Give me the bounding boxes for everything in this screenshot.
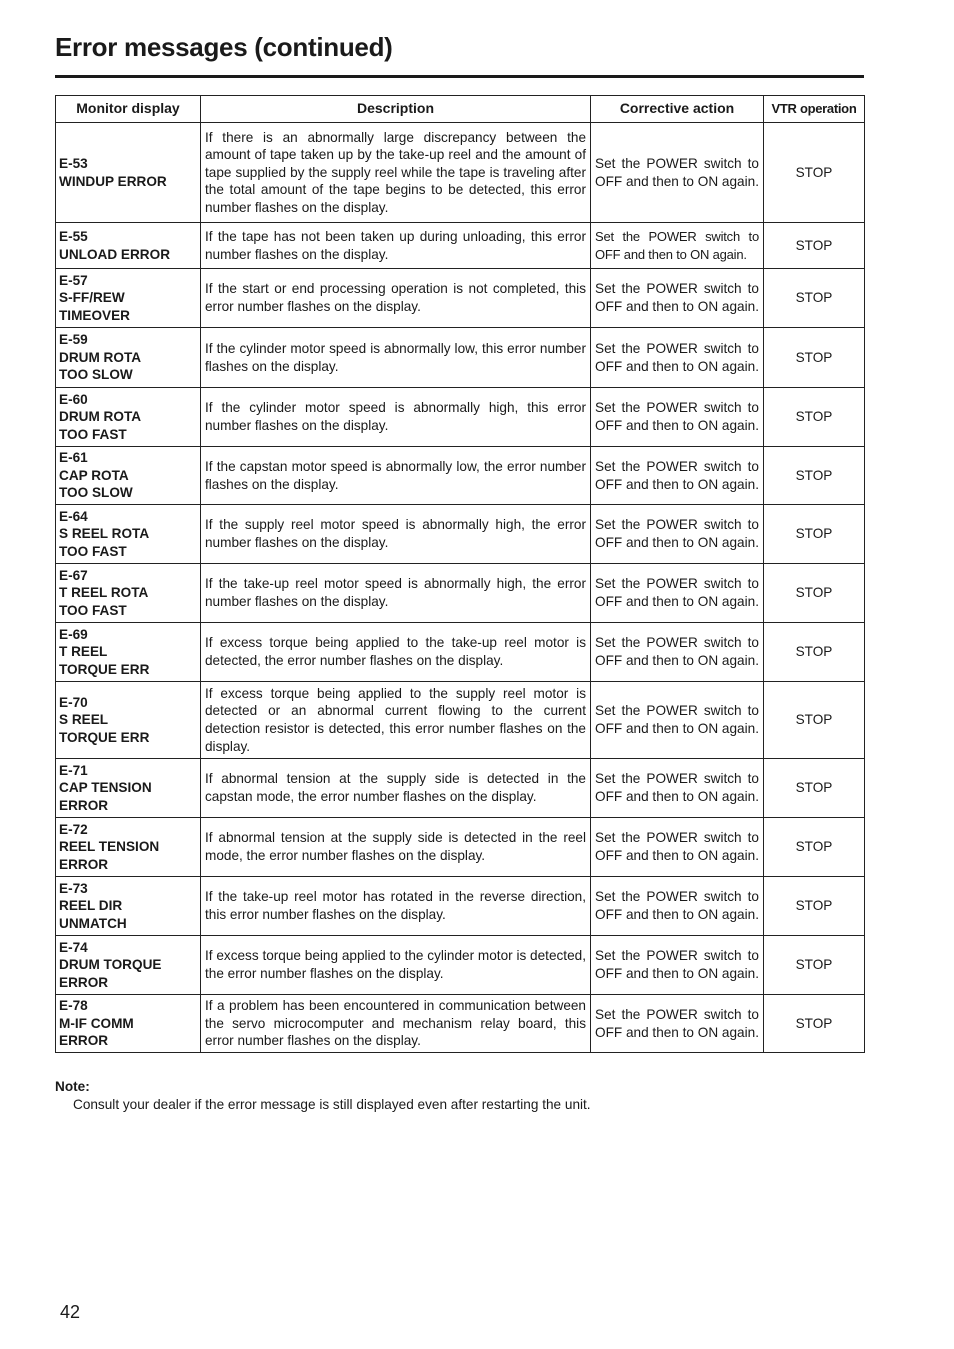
error-name: ERROR <box>59 974 109 990</box>
table-row <box>56 564 865 623</box>
table-row <box>56 936 865 995</box>
vtr-operation-cell: STOP <box>764 564 865 623</box>
vtr-operation-cell: STOP <box>764 877 865 936</box>
error-code: E-60 <box>59 391 88 407</box>
corrective-action-cell: Set the POWER switch to OFF and then to ON again. <box>591 936 764 995</box>
corrective-action-cell: Set the POWER switch to OFF and then to ON again. <box>591 759 764 818</box>
error-name: TORQUE ERR <box>59 661 150 677</box>
header-description: Description <box>201 96 591 123</box>
error-name: TOO SLOW <box>59 367 133 383</box>
error-name: ERROR <box>59 856 109 872</box>
monitor-display-cell <box>56 564 201 623</box>
table-row <box>56 759 865 818</box>
error-name: REEL DIR <box>59 898 123 914</box>
vtr-operation-cell: STOP <box>764 623 865 682</box>
error-code: E-64 <box>59 508 88 524</box>
vtr-operation-cell: STOP <box>764 818 865 877</box>
title-rule <box>55 75 864 78</box>
monitor-display-cell <box>56 388 201 447</box>
error-code: E-53 <box>59 155 88 171</box>
page-title: Error messages (continued) <box>55 32 393 62</box>
monitor-display-cell <box>56 936 201 995</box>
error-name: TOO FAST <box>59 426 127 442</box>
error-name: ERROR <box>59 797 109 813</box>
corrective-action-cell: Set the POWER switch to OFF and then to ON again. <box>591 623 764 682</box>
error-code: E-74 <box>59 939 88 955</box>
description-cell: If the tape has not been taken up during unloading, this error number flashes on the display. <box>201 223 591 269</box>
vtr-operation-cell: STOP <box>764 995 865 1053</box>
monitor-display-cell <box>56 818 201 877</box>
error-name: ERROR <box>59 1033 109 1049</box>
error-name: CAP TENSION <box>59 780 152 796</box>
table-row <box>56 505 865 564</box>
table-header-row <box>56 96 865 123</box>
vtr-operation-cell: STOP <box>764 388 865 447</box>
table-row <box>56 269 865 328</box>
error-code: E-69 <box>59 626 88 642</box>
page-number: 42 <box>60 1302 81 1322</box>
corrective-action-cell: Set the POWER switch to OFF and then to ON again. <box>591 328 764 388</box>
error-name: S-FF/REW <box>59 290 125 306</box>
description-cell: If the start or end processing operation is not completed, this error number flashes on the display. <box>201 269 591 328</box>
table-row <box>56 447 865 505</box>
error-name: TIMEOVER <box>59 307 130 323</box>
description-cell: If the cylinder motor speed is abnormally high, this error number flashes on the display. <box>201 388 591 447</box>
vtr-operation-cell: STOP <box>764 328 865 388</box>
table-row <box>56 623 865 682</box>
corrective-action-cell: Set the POWER switch to OFF and then to ON again. <box>591 818 764 877</box>
table-row <box>56 995 865 1053</box>
header-corrective-action: Corrective action <box>591 96 764 123</box>
monitor-display-cell <box>56 269 201 328</box>
error-name: WINDUP ERROR <box>59 173 167 189</box>
table-row <box>56 328 865 388</box>
table-row <box>56 388 865 447</box>
corrective-action-cell: Set the POWER switch to OFF and then to ON again. <box>591 223 764 269</box>
vtr-operation-cell: STOP <box>764 123 865 223</box>
note-text: Consult your dealer if the error message is still displayed even after restarting the unit. <box>73 1097 591 1112</box>
error-name: T REEL ROTA <box>59 585 149 601</box>
corrective-action-cell: Set the POWER switch to OFF and then to ON again. <box>591 388 764 447</box>
monitor-display-cell <box>56 447 201 505</box>
table-row <box>56 818 865 877</box>
note-label: Note: <box>55 1079 90 1094</box>
error-name: TOO FAST <box>59 543 127 559</box>
description-cell: If a problem has been encountered in communication between the servo microcomputer and mechanism relay board, this error number flashes on the display. <box>201 995 591 1053</box>
error-name: S REEL ROTA <box>59 526 150 542</box>
error-code: E-71 <box>59 762 88 778</box>
monitor-display-cell <box>56 877 201 936</box>
error-code: E-73 <box>59 880 88 896</box>
error-messages-table <box>55 95 865 1053</box>
description-cell: If there is an abnormally large discrepancy between the amount of tape taken up by the take-up reel and the amount of tape supplied by the supply reel while the tape is traveling after the total amount of the tape begins to be detected, this error number flashes on the display. <box>201 123 591 223</box>
table-row <box>56 682 865 759</box>
corrective-action-cell: Set the POWER switch to OFF and then to ON again. <box>591 877 764 936</box>
header-vtr-operation: VTR operation <box>764 96 865 123</box>
corrective-action-cell: Set the POWER switch to OFF and then to ON again. <box>591 682 764 759</box>
vtr-operation-cell: STOP <box>764 505 865 564</box>
error-name: DRUM ROTA <box>59 409 142 425</box>
description-cell: If the take-up reel motor speed is abnormally high, the error number flashes on the display. <box>201 564 591 623</box>
corrective-action-cell: Set the POWER switch to OFF and then to ON again. <box>591 505 764 564</box>
monitor-display-cell <box>56 995 201 1053</box>
table-row <box>56 123 865 223</box>
description-cell: If the supply reel motor speed is abnormally high, the error number flashes on the display. <box>201 505 591 564</box>
error-code: E-70 <box>59 694 88 710</box>
vtr-operation-cell: STOP <box>764 223 865 269</box>
description-cell: If the take-up reel motor has rotated in the reverse direction, this error number flashes on the display. <box>201 877 591 936</box>
error-name: DRUM TORQUE <box>59 957 162 973</box>
description-cell: If abnormal tension at the supply side is detected in the reel mode, the error number flashes on the display. <box>201 818 591 877</box>
header-monitor-display: Monitor display <box>56 96 201 123</box>
error-name: DRUM ROTA <box>59 349 142 365</box>
corrective-action-cell: Set the POWER switch to OFF and then to ON again. <box>591 995 764 1053</box>
error-name: T REEL <box>59 644 108 660</box>
vtr-operation-cell: STOP <box>764 759 865 818</box>
table-row <box>56 223 865 269</box>
description-cell: If excess torque being applied to the supply reel motor is detected or an abnormal current flowing to the current detection resistor is detected, this error number flashes on the display. <box>201 682 591 759</box>
monitor-display-cell <box>56 759 201 818</box>
vtr-operation-cell: STOP <box>764 936 865 995</box>
corrective-action-cell: Set the POWER switch to OFF and then to ON again. <box>591 447 764 505</box>
error-name: M-IF COMM <box>59 1015 134 1031</box>
error-code: E-57 <box>59 272 88 288</box>
error-name: S REEL <box>59 712 109 728</box>
error-name: TOO FAST <box>59 602 127 618</box>
monitor-display-cell <box>56 328 201 388</box>
table-row <box>56 877 865 936</box>
error-code: E-67 <box>59 567 88 583</box>
monitor-display-cell <box>56 223 201 269</box>
error-code: E-61 <box>59 450 88 466</box>
description-cell: If abnormal tension at the supply side is detected in the capstan mode, the error number flashes on the display. <box>201 759 591 818</box>
error-name: TOO SLOW <box>59 485 133 501</box>
description-cell: If excess torque being applied to the take-up reel motor is detected, the error number flashes on the display. <box>201 623 591 682</box>
error-code: E-72 <box>59 821 88 837</box>
error-code: E-59 <box>59 332 88 348</box>
error-name: UNLOAD ERROR <box>59 246 171 262</box>
description-cell: If excess torque being applied to the cylinder motor is detected, the error number flashes on the display. <box>201 936 591 995</box>
monitor-display-cell <box>56 623 201 682</box>
corrective-action-cell: Set the POWER switch to OFF and then to ON again. <box>591 269 764 328</box>
corrective-action-cell: Set the POWER switch to OFF and then to ON again. <box>591 123 764 223</box>
description-cell: If the cylinder motor speed is abnormally low, this error number flashes on the display. <box>201 328 591 388</box>
monitor-display-cell <box>56 123 201 223</box>
vtr-operation-cell: STOP <box>764 269 865 328</box>
vtr-operation-cell: STOP <box>764 682 865 759</box>
error-code: E-78 <box>59 998 88 1014</box>
error-name: UNMATCH <box>59 915 127 931</box>
description-cell: If the capstan motor speed is abnormally low, the error number flashes on the display. <box>201 447 591 505</box>
vtr-operation-cell: STOP <box>764 447 865 505</box>
error-code: E-55 <box>59 228 88 244</box>
error-name: REEL TENSION <box>59 839 160 855</box>
monitor-display-cell <box>56 505 201 564</box>
corrective-action-cell: Set the POWER switch to OFF and then to ON again. <box>591 564 764 623</box>
monitor-display-cell <box>56 682 201 759</box>
error-name: TORQUE ERR <box>59 729 150 745</box>
error-name: CAP ROTA <box>59 467 129 483</box>
